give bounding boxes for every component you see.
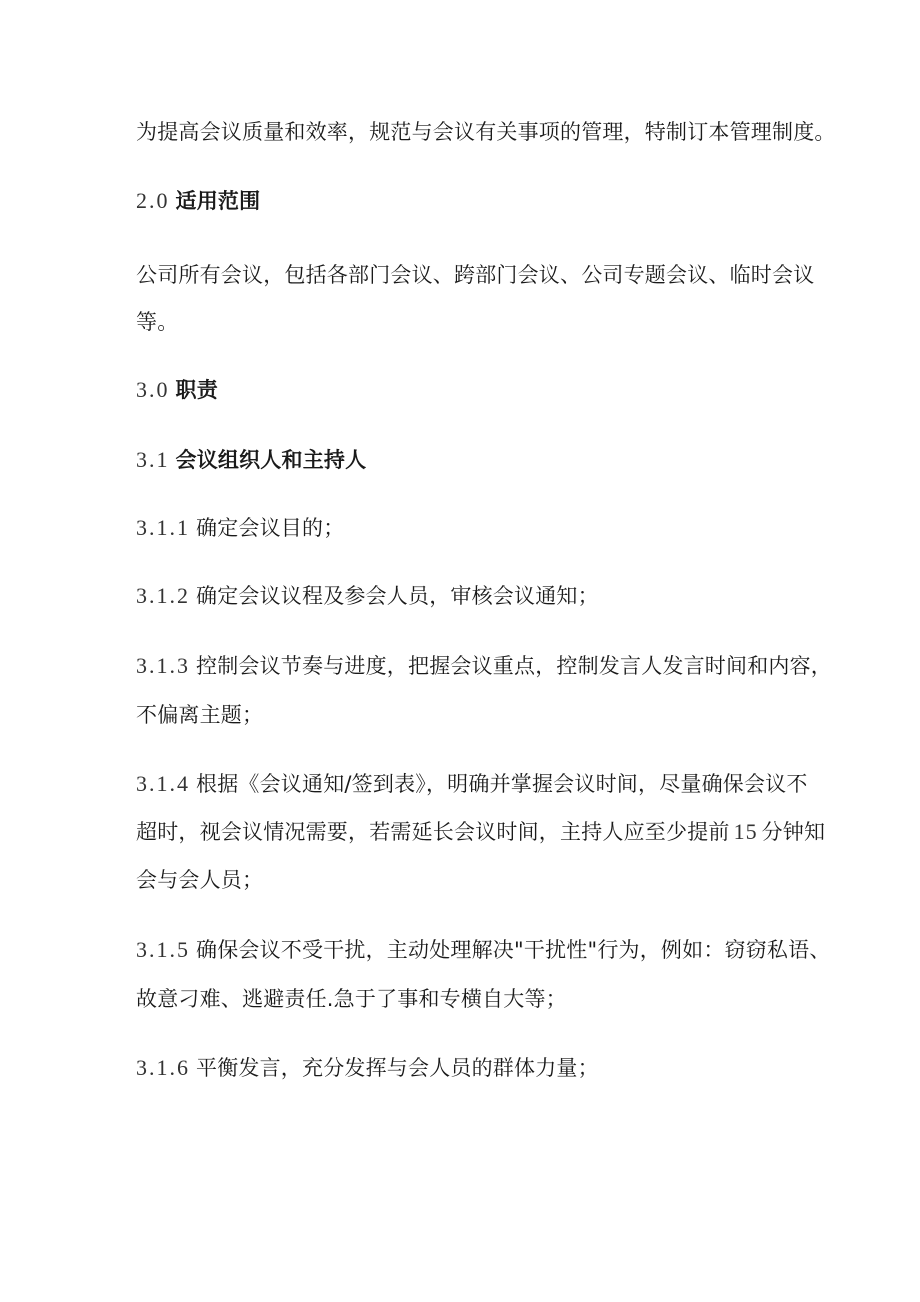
item-3-1-4-line-2 — [136, 818, 826, 846]
item-text: 故意刁难、逃避责任.急于了事和专横自大等； — [136, 987, 567, 1011]
item-3-1-6 — [136, 1054, 796, 1082]
item-number: 3.1.6 — [136, 1055, 190, 1080]
section-3-1-heading — [136, 446, 796, 474]
section-3-heading — [136, 376, 796, 404]
item-number: 3.1.2 — [136, 583, 190, 608]
item-3-1-4-line-1 — [136, 770, 808, 798]
inline-number: 15 — [733, 819, 758, 844]
item-text: 平衡发言，充分发挥与会人员的群体力量； — [196, 1056, 599, 1080]
item-text: 确定会议议程及参会人员，审核会议通知； — [196, 584, 599, 608]
section-number: 2.0 — [136, 188, 170, 213]
intro-paragraph — [136, 118, 836, 146]
item-text: 会与会人员； — [136, 868, 264, 892]
section-2-body-line-2 — [136, 308, 796, 336]
section-title: 适用范围 — [175, 189, 261, 213]
item-3-1-5-line-2 — [136, 985, 796, 1013]
item-3-1-3-line-2 — [136, 701, 796, 729]
item-text: 根据《会议通知/签到表》，明确并掌握会议时间，尽量确保会议不 — [196, 772, 808, 796]
section-2-heading — [136, 187, 796, 215]
section-title: 职责 — [175, 378, 218, 402]
section-title: 会议组织人和主持人 — [175, 448, 367, 472]
item-3-1-3-line-1 — [136, 652, 832, 680]
item-text: 不偏离主题； — [136, 703, 264, 727]
item-text: 确保会议不受干扰，主动处理解决"干扰性"行为，例如：窃窃私语、 — [196, 938, 831, 962]
body-text: 等。 — [136, 310, 179, 334]
section-number: 3.0 — [136, 377, 170, 402]
body-text: 公司所有会议，包括各部门会议、跨部门会议、公司专题会议、临时会议 — [136, 263, 815, 287]
item-3-1-4-line-3 — [136, 866, 796, 894]
item-3-1-2 — [136, 582, 796, 610]
item-number: 3.1.1 — [136, 515, 190, 540]
item-3-1-1 — [136, 514, 796, 542]
item-text: 分钟知 — [761, 820, 826, 844]
item-text: 确定会议目的； — [196, 516, 345, 540]
item-number: 3.1.5 — [136, 937, 190, 962]
item-number: 3.1.4 — [136, 771, 190, 796]
item-text: 控制会议节奏与进度，把握会议重点，控制发言人发言时间和内容， — [196, 654, 832, 678]
item-text: 超时，视会议情况需要，若需延长会议时间，主持人应至少提前 — [136, 820, 730, 844]
section-2-body-line-1 — [136, 261, 815, 289]
item-3-1-5-line-1 — [136, 936, 831, 964]
item-number: 3.1.3 — [136, 653, 190, 678]
intro-text: 为提高会议质量和效率，规范与会议有关事项的管理，特制订本管理制度。 — [136, 120, 836, 144]
section-number: 3.1 — [136, 447, 170, 472]
